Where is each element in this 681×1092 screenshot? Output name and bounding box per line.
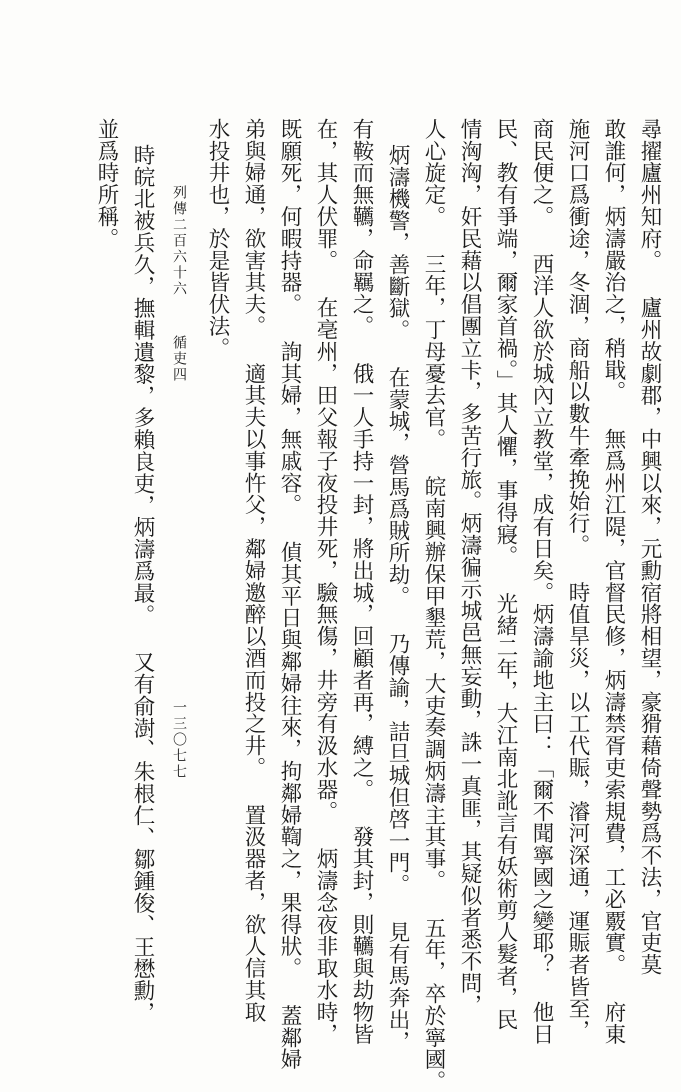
text-column-11: 既願死，何暇持器。 詢其婦，無戚容。 偵其平日與鄰婦往來，拘鄰婦鞫之，果得狀。 蓋鄰婦 <box>277 118 302 1071</box>
text-column-6: 情洶洶，奸民藉以倡團立卡，多苦行旅。炳濤徧示城邑無妄動，誅一真匪，其疑似者悉不問， <box>457 118 482 1016</box>
text-column-12: 弟與婦通，欲害其夫。 適其夫以事忤父，鄰婦邀醉以酒而投之井。 置汲器者，欲人信其取 <box>241 118 266 1023</box>
page-number: 一三〇七七 <box>171 700 187 780</box>
text-column-3: 施河口爲衝途，冬涸，商船以數牛牽挽始行。 時值旱災，以工代賑，濬河深通，運賑者皆至， <box>565 118 590 1042</box>
text-column-14: 時皖北被兵久，撫輯遺黎，多賴良吏，炳濤爲最。 又有俞澍、朱根仁、鄒鍾俊、王懋勳， <box>130 144 155 1024</box>
text-column-15: 並爲時所稱。 <box>94 118 119 250</box>
text-column-2: 敢誰何，炳濤嚴治之，稍戢。 無爲州江隄，官督民修，炳濤禁胥吏索規費，工必覈實。 府東 <box>601 118 626 1045</box>
text-column-1: 尋擢廬州知府。 廬州故劇郡，中興以來，元勳宿將相望，豪猾藉倚聲勢爲不法，官吏莫 <box>637 118 662 976</box>
text-column-8: 炳濤機警，善斷獄。 在蒙城，營馬爲賊所劫。 乃傳諭，詰旦城但啓一門。 見有馬奔出， <box>385 144 410 1053</box>
section-label: 循吏四 <box>171 335 187 383</box>
text-column-4: 商民便之。 西洋人欲於城內立教堂，成有日矣。炳濤諭地主曰：「爾不聞寧國之變耶？ 他日 <box>529 118 554 1045</box>
text-column-10: 在，其人伏罪。 在亳州，田父報子夜投井死，驗無傷，井旁有汲水器。 炳濤念夜非取水時， <box>313 118 338 1045</box>
chapter-label: 列傳二百六十六 <box>171 185 187 297</box>
text-column-9: 有鞍而無韉，命羈之。 俄一人手持一封，將出城，回顧者再，縛之。 發其封，則韉與劫物皆 <box>349 118 374 1045</box>
text-column-5: 民、教有爭端，爾家首禍。」其人懼，事得寢。 光緒二年，大江南北訛言有妖術剪人髮者，民 <box>493 118 518 1031</box>
text-column-13: 水投井也，於是皆伏法。 <box>205 118 230 359</box>
text-column-7: 人心旋定。 三年，丁母憂去官。 皖南興辦保甲墾荒，大吏奏調炳濤主其事。 五年，卒於寧國。 <box>421 118 446 1092</box>
